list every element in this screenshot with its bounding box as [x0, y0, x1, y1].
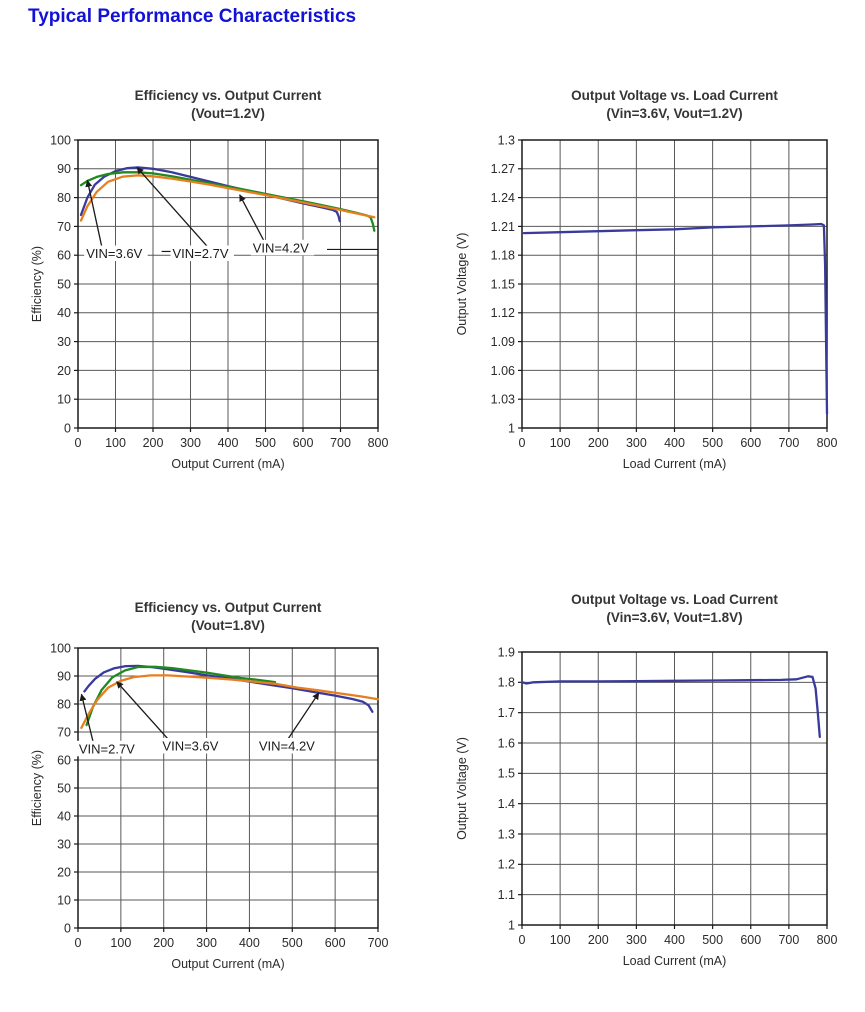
- x-axis-label: Output Current (mA): [171, 957, 285, 971]
- y-tick-label: 1.3: [497, 133, 515, 148]
- x-tick-label: 100: [549, 436, 571, 450]
- x-tick-label: 800: [367, 436, 389, 450]
- chart-voltage-vout-1v2: [453, 85, 845, 485]
- chart-title-block: [522, 87, 827, 123]
- x-tick-label: 300: [196, 936, 218, 950]
- y-axis-label: Efficiency (%): [30, 245, 44, 323]
- y-tick-label: 30: [57, 334, 71, 349]
- x-axis-label: Load Current (mA): [622, 457, 727, 471]
- y-tick-label: 60: [57, 248, 71, 263]
- x-tick-label: 200: [587, 933, 609, 947]
- chart-voltage-vout-1v8: [453, 590, 845, 1002]
- chart-subtitle: (Vin=3.6V, Vout=1.2V): [606, 106, 743, 122]
- y-tick-label: 100: [50, 133, 71, 148]
- chart-title-block: [78, 599, 378, 635]
- series-line-vin-4.2v: [81, 675, 378, 727]
- y-tick-label: 0: [64, 921, 71, 936]
- y-tick-label: 80: [57, 190, 71, 205]
- annotation-label: VIN=4.2V: [252, 240, 309, 256]
- y-tick-label: 1: [508, 918, 515, 933]
- chart-efficiency-vout-1v8: [25, 592, 397, 1000]
- y-tick-label: 10: [57, 893, 71, 908]
- annotation-label: VIN=4.2V: [258, 738, 315, 754]
- y-tick-label: 80: [57, 697, 71, 712]
- x-tick-label: 200: [142, 436, 164, 450]
- series-line-vout-vin-3.6v-: [524, 224, 827, 414]
- chart-title: Output Voltage vs. Load Current: [571, 592, 778, 607]
- x-tick-label: 500: [281, 936, 303, 950]
- y-tick-label: 1.15: [490, 277, 515, 292]
- series-line-vin-2.7v: [84, 666, 372, 712]
- x-tick-label: 0: [518, 933, 526, 947]
- annotation-label: VIN=2.7V: [78, 741, 135, 757]
- y-tick-label: 10: [57, 392, 71, 407]
- y-tick-label: 1.3: [497, 827, 515, 842]
- series-line-vin-2.7v: [81, 167, 340, 221]
- x-tick-label: 600: [324, 936, 346, 950]
- x-tick-label: 600: [740, 436, 762, 450]
- x-tick-label: 100: [110, 936, 132, 950]
- chart-subtitle: (Vin=3.6V, Vout=1.8V): [606, 610, 743, 626]
- y-axis-label: Efficiency (%): [30, 749, 44, 827]
- y-tick-label: 90: [57, 669, 71, 684]
- y-tick-label: 1.03: [490, 392, 515, 407]
- x-tick-label: 400: [238, 936, 260, 950]
- series-line-vout-vin-3.6v-: [522, 676, 820, 737]
- chart-efficiency-vout-1v2: [25, 85, 397, 485]
- chart-title: Output Voltage vs. Load Current: [571, 88, 778, 103]
- x-tick-label: 800: [816, 436, 838, 450]
- x-tick-label: 500: [702, 933, 724, 947]
- y-tick-label: 1.8: [497, 675, 515, 690]
- chart-title-block: [78, 87, 378, 123]
- x-tick-label: 100: [549, 933, 571, 947]
- x-tick-label: 500: [255, 436, 276, 450]
- chart-canvas-voltage-vout-1v2: [453, 85, 845, 485]
- chart-canvas-efficiency-vout-1v8: [25, 592, 397, 1000]
- x-tick-label: 300: [180, 436, 201, 450]
- y-tick-label: 70: [57, 725, 71, 740]
- y-tick-label: 70: [57, 219, 71, 234]
- y-tick-label: 1.12: [490, 306, 515, 321]
- annotation-label: VIN=3.6V: [162, 738, 219, 754]
- x-tick-label: 700: [778, 933, 800, 947]
- y-tick-label: 1.27: [490, 162, 515, 177]
- chart-subtitle: (Vout=1.2V): [191, 106, 265, 122]
- x-axis-label: Load Current (mA): [622, 954, 727, 968]
- chart-title-block: [522, 591, 827, 627]
- y-tick-label: 50: [57, 781, 71, 796]
- x-tick-label: 700: [778, 436, 800, 450]
- y-tick-label: 20: [57, 865, 71, 880]
- annotation-arrow: [87, 180, 102, 249]
- y-tick-label: 1.06: [490, 363, 515, 378]
- x-tick-label: 0: [74, 436, 82, 450]
- y-tick-label: 1.4: [497, 797, 515, 812]
- y-tick-label: 1.18: [490, 248, 515, 263]
- y-axis-label: Output Voltage (V): [455, 232, 469, 336]
- annotation-arrow: [81, 694, 93, 743]
- y-tick-label: 1.2: [497, 857, 515, 872]
- y-tick-label: 90: [57, 162, 71, 177]
- annotation-label: VIN=3.6V: [86, 246, 143, 262]
- x-tick-label: 600: [292, 436, 314, 450]
- x-tick-label: 200: [153, 936, 175, 950]
- annotation-label: VIN=2.7V: [172, 246, 229, 262]
- y-tick-label: 30: [57, 837, 71, 852]
- x-tick-label: 0: [74, 936, 82, 950]
- x-tick-label: 400: [217, 436, 239, 450]
- x-axis-label: Output Current (mA): [171, 457, 285, 471]
- x-tick-label: 0: [518, 436, 526, 450]
- y-tick-label: 0: [64, 421, 71, 436]
- x-tick-label: 700: [330, 436, 351, 450]
- chart-canvas-efficiency-vout-1v2: [25, 85, 397, 485]
- x-tick-label: 300: [625, 436, 647, 450]
- x-tick-label: 600: [740, 933, 762, 947]
- y-axis-label: Output Voltage (V): [455, 737, 469, 840]
- x-tick-label: 100: [105, 436, 126, 450]
- x-tick-label: 800: [816, 933, 838, 947]
- x-tick-label: 400: [664, 933, 685, 947]
- x-tick-label: 300: [625, 933, 647, 947]
- y-tick-label: 1.1: [497, 888, 515, 903]
- x-tick-label: 200: [587, 436, 609, 450]
- chart-canvas-voltage-vout-1v8: [453, 590, 845, 1002]
- y-tick-label: 1.21: [490, 219, 515, 234]
- y-tick-label: 20: [57, 363, 71, 378]
- y-tick-label: 1.24: [490, 190, 515, 205]
- y-tick-label: 60: [57, 753, 71, 768]
- chart-title: Efficiency vs. Output Current: [134, 88, 322, 103]
- chart-subtitle: (Vout=1.8V): [191, 618, 265, 634]
- y-tick-label: 50: [57, 277, 71, 292]
- y-tick-label: 40: [57, 306, 71, 321]
- chart-title: Efficiency vs. Output Current: [134, 600, 322, 615]
- page-title: Typical Performance Characteristics: [28, 6, 357, 27]
- y-tick-label: 1.9: [497, 645, 515, 660]
- y-tick-label: 40: [57, 809, 71, 824]
- y-tick-label: 1.7: [497, 706, 515, 721]
- y-tick-label: 1.5: [497, 766, 515, 781]
- y-tick-label: 1.09: [490, 334, 515, 349]
- x-tick-label: 700: [367, 936, 389, 950]
- x-tick-label: 500: [702, 436, 724, 450]
- y-tick-label: 100: [50, 641, 71, 656]
- y-tick-label: 1: [508, 421, 515, 436]
- y-tick-label: 1.6: [497, 736, 515, 751]
- x-tick-label: 400: [664, 436, 685, 450]
